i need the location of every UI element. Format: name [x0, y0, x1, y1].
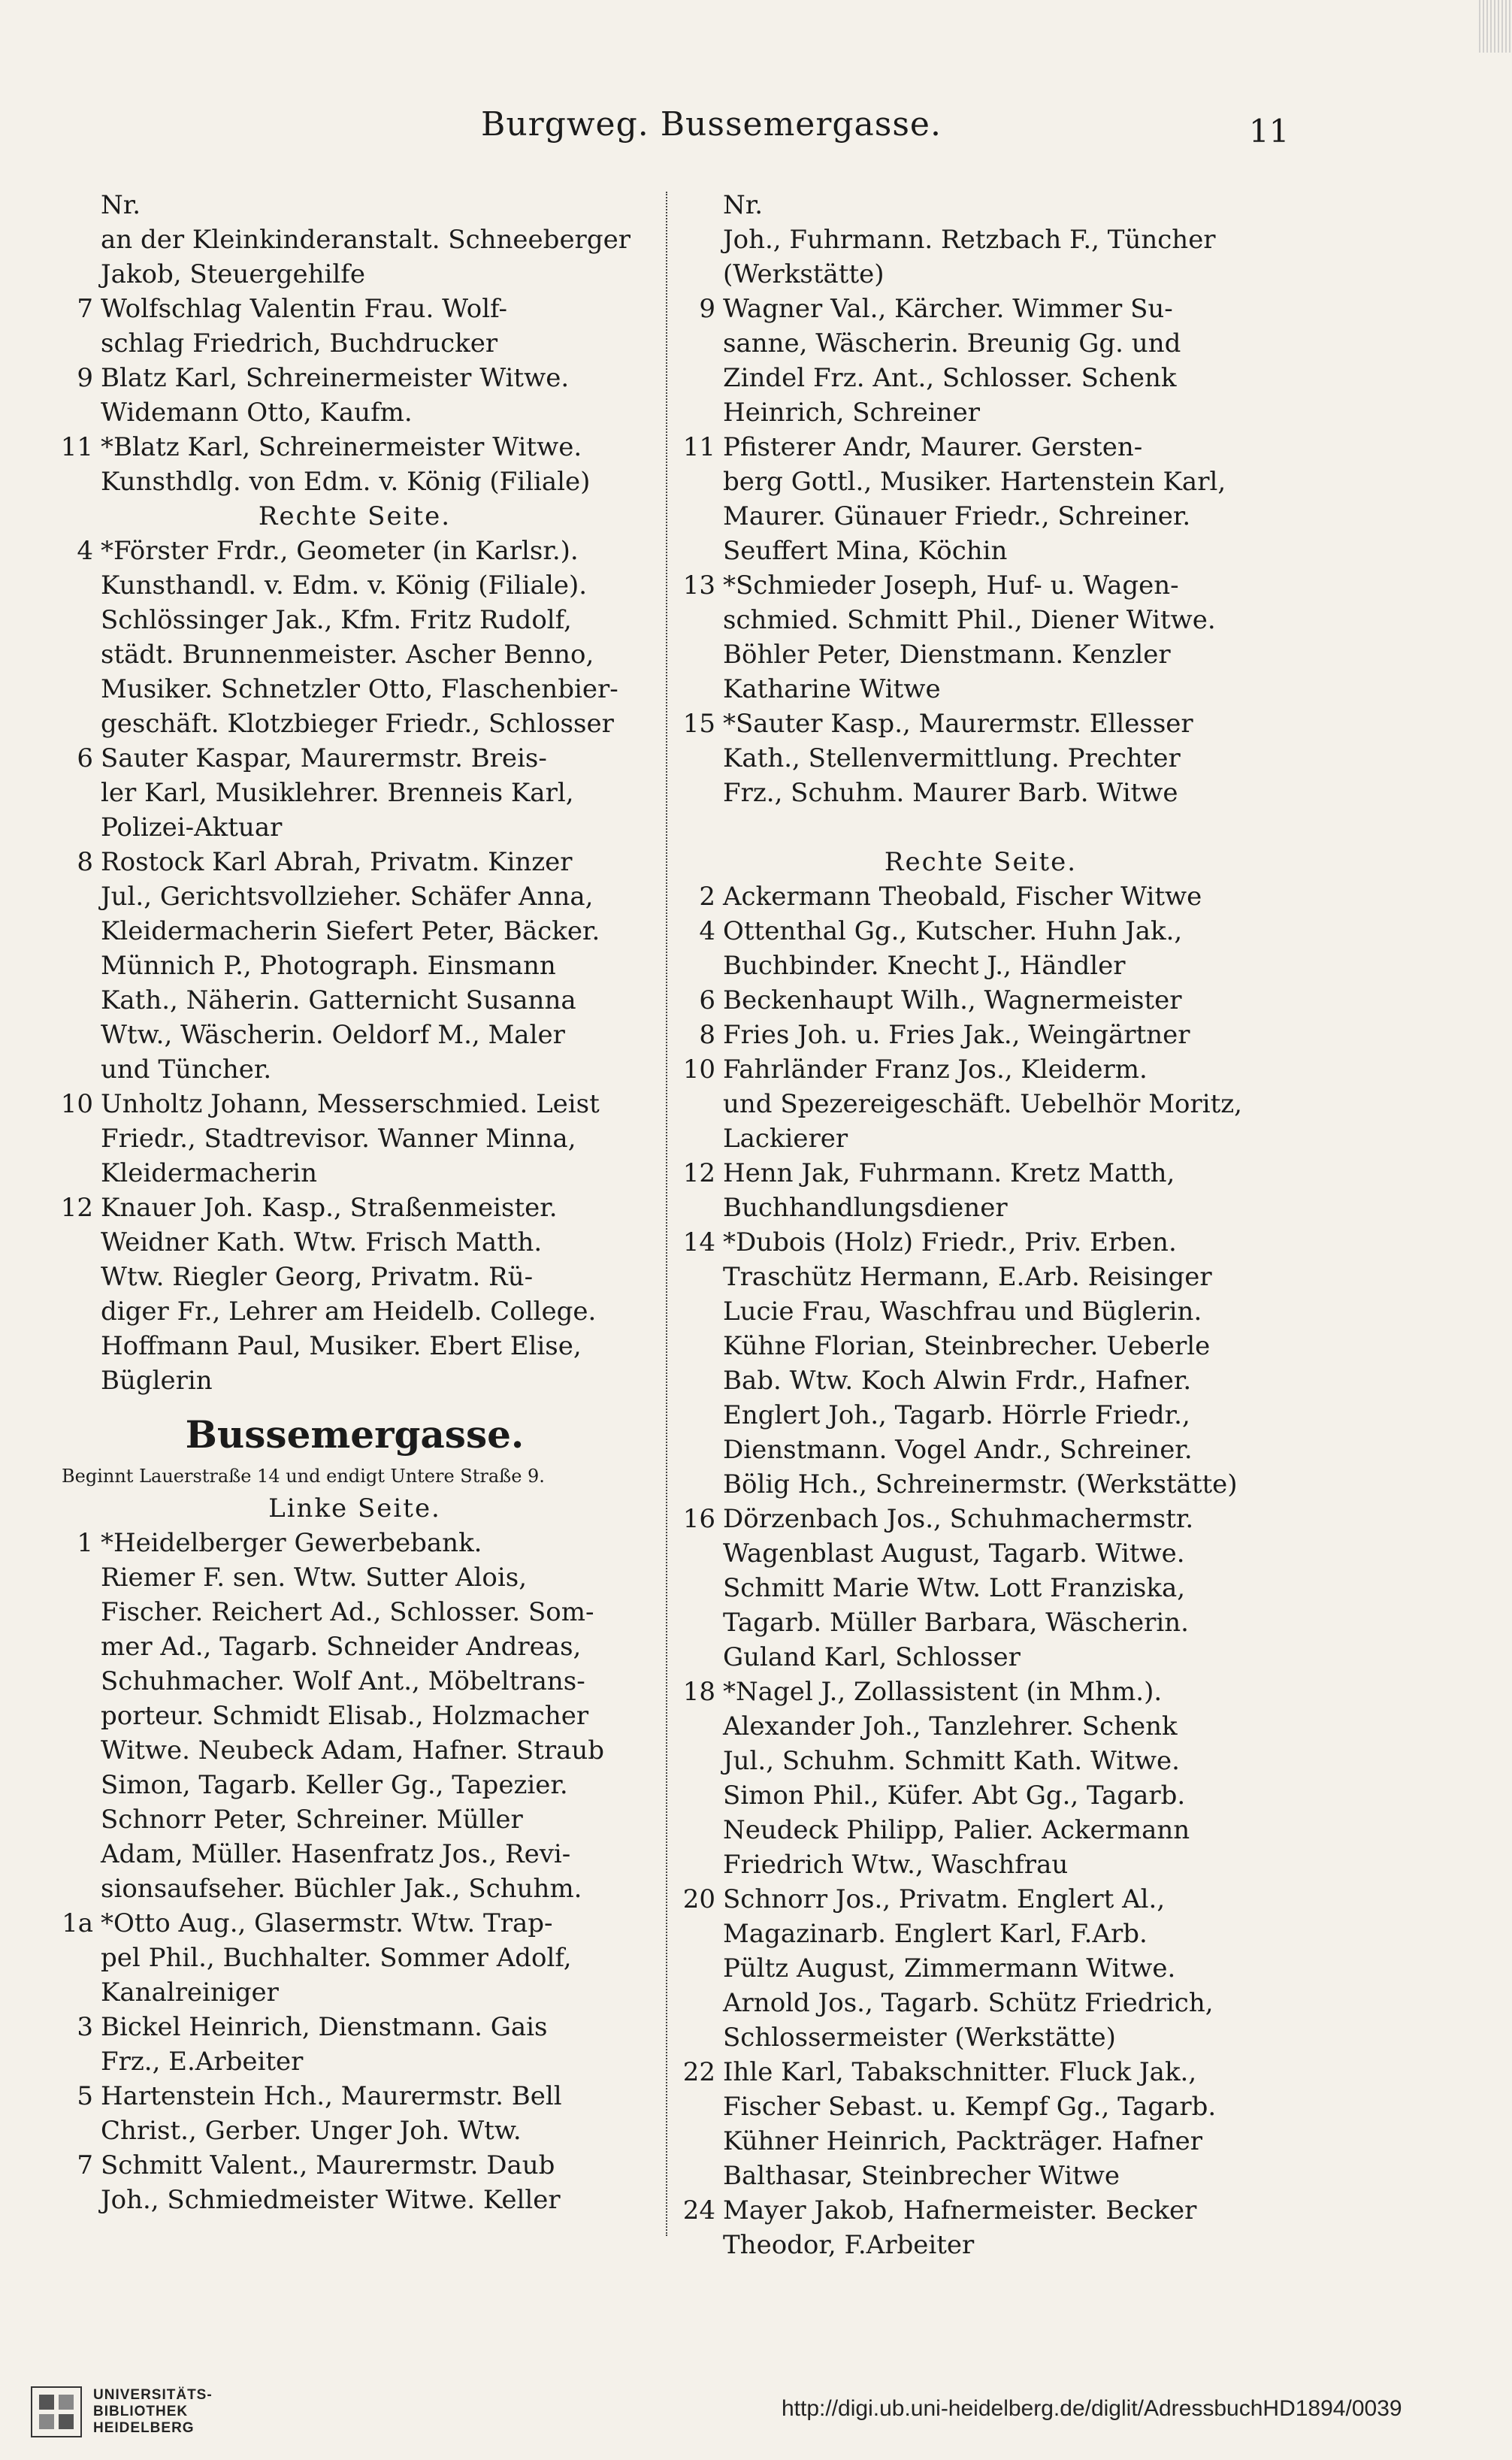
house-number: 12 [682, 1158, 715, 1188]
directory-line [676, 2089, 1285, 2124]
directory-line [676, 1640, 1285, 1675]
directory-line [54, 1664, 655, 1699]
house-number: 22 [682, 2057, 715, 2087]
directory-line [676, 1087, 1285, 1121]
directory-line [676, 1052, 1285, 1087]
directory-line [54, 568, 655, 603]
library-name-line: BIBLIOTHEK [93, 2404, 189, 2419]
entry-text: Riemer F. sen. Wtw. Sutter Alois, [101, 1563, 528, 1593]
directory-line [676, 2228, 1285, 2262]
directory-line [54, 257, 655, 292]
entry-text: und Tüncher. [101, 1055, 272, 1085]
entry-text: Sauter Kaspar, Maurermstr. Breis- [101, 743, 547, 773]
entry-text: Frz., E.Arbeiter [101, 2047, 304, 2077]
entry-text: *Schmieder Joseph, Huf- u. Wagen- [723, 570, 1179, 601]
directory-line [54, 1260, 655, 1294]
entry-text: Adam, Müller. Hasenfratz Jos., Revi- [101, 1839, 571, 1869]
entry-text: Seuffert Mina, Köchin [723, 536, 1008, 566]
directory-line [54, 326, 655, 361]
directory-line [54, 983, 655, 1018]
directory-line [676, 1709, 1285, 1744]
entry-text: (Werkstätte) [723, 259, 885, 289]
house-number: 1a [62, 1908, 93, 1938]
entry-text: Buchhandlungsdiener [723, 1193, 1008, 1223]
entry-text: Pfisterer Andr, Maurer. Gersten- [723, 432, 1143, 462]
directory-line [54, 1225, 655, 1260]
directory-line [676, 1847, 1285, 1882]
entry-text: Mayer Jakob, Hafnermeister. Becker [723, 2195, 1197, 2225]
entry-text: schmied. Schmitt Phil., Diener Witwe. [723, 605, 1216, 635]
entry-text: *Nagel J., Zollassistent (in Mhm.). [723, 1677, 1163, 1707]
house-number: 4 [77, 536, 93, 566]
directory-line [54, 1329, 655, 1363]
directory-line [676, 2193, 1285, 2228]
directory-line [676, 1986, 1285, 2020]
house-number: 14 [682, 1227, 715, 1257]
directory-line [676, 499, 1285, 534]
directory-line [676, 1502, 1285, 1536]
directory-line [54, 1191, 655, 1225]
directory-line [676, 1363, 1285, 1398]
library-logo[interactable] [30, 2383, 213, 2450]
directory-line [676, 1605, 1285, 1640]
entry-text: *Förster Frdr., Geometer (in Karlsr.). [101, 536, 579, 566]
directory-line [54, 1837, 655, 1871]
entry-text: Widemann Otto, Kaufm. [101, 398, 413, 428]
entry-text: Bickel Heinrich, Dienstmann. Gais [101, 2012, 548, 2042]
column-divider [666, 192, 667, 2236]
directory-line [676, 1675, 1285, 1709]
entry-text: Knauer Joh. Kasp., Straßenmeister. [101, 1193, 558, 1223]
entry-text: Jakob, Steuergehilfe [101, 259, 365, 289]
directory-line [676, 672, 1285, 707]
house-number: 10 [682, 1055, 715, 1085]
entry-text: Schmitt Marie Wtw. Lott Franziska, [723, 1573, 1186, 1603]
directory-line [54, 1052, 655, 1087]
directory-line [54, 2148, 655, 2183]
entry-text: Traschütz Hermann, E.Arb. Reisinger [723, 1262, 1212, 1292]
entry-text: Weidner Kath. Wtw. Frisch Matth. [101, 1227, 543, 1257]
directory-line [54, 2183, 655, 2217]
entry-text: Heinrich, Schreiner [723, 398, 980, 428]
directory-line [676, 949, 1285, 983]
entry-text: Kleidermacherin [101, 1158, 318, 1188]
entry-text: Jul., Gerichtsvollzieher. Schäfer Anna, [101, 882, 594, 912]
directory-line [676, 1813, 1285, 1847]
page-number: 11 [1249, 113, 1290, 150]
directory-line [54, 534, 655, 568]
directory-line [676, 1744, 1285, 1778]
house-number: 7 [77, 294, 93, 324]
entry-text: Maurer. Günauer Friedr., Schreiner. [723, 501, 1191, 531]
house-number: 4 [699, 916, 715, 946]
directory-line [676, 2055, 1285, 2089]
directory-line [54, 879, 655, 914]
directory-line [676, 292, 1285, 326]
house-number: 8 [77, 847, 93, 877]
directory-line [54, 845, 655, 879]
entry-text: geschäft. Klotzbieger Friedr., Schlosser [101, 709, 614, 739]
directory-line [676, 1329, 1285, 1363]
directory-line [676, 637, 1285, 672]
directory-line [54, 1121, 655, 1156]
directory-line [54, 361, 655, 395]
directory-line [54, 2044, 655, 2079]
house-number: 20 [682, 1884, 715, 1914]
entry-text: Wtw., Wäscherin. Oeldorf M., Maler [101, 1020, 565, 1050]
entry-text: Fahrländer Franz Jos., Kleiderm. [723, 1055, 1148, 1085]
entry-text: Schmitt Valent., Maurermstr. Daub [101, 2150, 555, 2180]
page-footer [0, 2360, 1512, 2460]
directory-line [676, 395, 1285, 430]
directory-line [54, 2079, 655, 2114]
entry-text: Ackermann Theobald, Fischer Witwe [723, 882, 1202, 912]
directory-line [676, 1018, 1285, 1052]
entry-text: Witwe. Neubeck Adam, Hafner. Straub [101, 1735, 605, 1766]
entry-text: Friedrich Wtw., Waschfrau [723, 1850, 1069, 1880]
entry-text: Fischer Sebast. u. Kempf Gg., Tagarb. [723, 2092, 1217, 2122]
directory-line [676, 914, 1285, 949]
house-number: 12 [60, 1193, 93, 1223]
directory-line [676, 326, 1285, 361]
directory-line [676, 810, 1285, 845]
entry-text: Büglerin [101, 1366, 213, 1396]
directory-line [54, 1363, 655, 1398]
directory-line [54, 1699, 655, 1733]
directory-line [54, 1733, 655, 1768]
entry-text: Guland Karl, Schlosser [723, 1642, 1021, 1672]
entry-text: Fries Joh. u. Fries Jak., Weingärtner [723, 1020, 1190, 1050]
entry-text: Wolfschlag Valentin Frau. Wolf- [101, 294, 507, 324]
directory-line [54, 810, 655, 845]
entry-text: Alexander Joh., Tanzlehrer. Schenk [723, 1711, 1178, 1741]
library-name-line: HEIDELBERG [93, 2420, 195, 2436]
house-number: 1 [77, 1528, 93, 1558]
entry-text: Theodor, F.Arbeiter [723, 2230, 975, 2260]
library-name [93, 2387, 213, 2437]
right-column [676, 188, 1285, 2262]
directory-line [676, 534, 1285, 568]
entry-text: Nr. [101, 190, 141, 220]
entry-text: Henn Jak, Fuhrmann. Kretz Matth, [723, 1158, 1175, 1188]
entry-text: Pültz August, Zimmermann Witwe. [723, 1953, 1176, 1983]
directory-line [54, 188, 655, 222]
entry-text: Schlössinger Jak., Kfm. Fritz Rudolf, [101, 605, 572, 635]
directory-line [676, 1882, 1285, 1917]
library-name-line: UNIVERSITÄTS- [93, 2387, 213, 2403]
entry-text: Balthasar, Steinbrecher Witwe [723, 2161, 1120, 2191]
page-header [0, 105, 1512, 165]
directory-line [54, 1526, 655, 1560]
directory-line [54, 222, 655, 257]
street-note: Beginnt Lauerstraße 14 und endigt Untere Straße 9. [62, 1466, 545, 1487]
entry-text: Blatz Karl, Schreinermeister Witwe. [101, 363, 570, 393]
entry-text: Friedr., Stadtrevisor. Wanner Minna, [101, 1124, 576, 1154]
entry-text: Hartenstein Hch., Maurermstr. Bell [101, 2081, 562, 2111]
house-number: 6 [77, 743, 93, 773]
entry-text: Bab. Wtw. Koch Alwin Frdr., Hafner. [723, 1366, 1192, 1396]
directory-line [676, 603, 1285, 637]
house-number: 9 [77, 363, 93, 393]
entry-text: Kühner Heinrich, Packträger. Hafner [723, 2126, 1202, 2156]
entry-text: Frz., Schuhm. Maurer Barb. Witwe [723, 778, 1178, 808]
directory-line [676, 1467, 1285, 1502]
source-url[interactable]: http://digi.ub.uni-heidelberg.de/diglit/AdressbuchHD1894/0039 [782, 2396, 1402, 2421]
entry-text: Buchbinder. Knecht J., Händler [723, 951, 1126, 981]
directory-line [676, 1398, 1285, 1433]
entry-text: Fischer. Reichert Ad., Schlosser. Som- [101, 1597, 594, 1627]
side-heading: Rechte Seite. [258, 501, 452, 531]
entry-text: Magazinarb. Englert Karl, F.Arb. [723, 1919, 1148, 1949]
directory-line [54, 1294, 655, 1329]
entry-text: Arnold Jos., Tagarb. Schütz Friedrich, [723, 1988, 1214, 2018]
directory-line [676, 2124, 1285, 2159]
directory-line [676, 741, 1285, 776]
directory-line [676, 983, 1285, 1018]
entry-text: an der Kleinkinderanstalt. Schneeberger [101, 225, 631, 255]
entry-text: Wtw. Riegler Georg, Privatm. Rü- [101, 1262, 534, 1292]
entry-text: Ihle Karl, Tabakschnitter. Fluck Jak., [723, 2057, 1197, 2087]
directory-line [676, 1951, 1285, 1986]
entry-text: Jul., Schuhm. Schmitt Kath. Witwe. [723, 1746, 1180, 1776]
directory-line [676, 1778, 1285, 1813]
house-number: 6 [699, 985, 715, 1015]
entry-text: Kunsthandl. v. Edm. v. König (Filiale). [101, 570, 588, 601]
directory-line [676, 430, 1285, 464]
street-heading: Bussemergasse. [185, 1412, 525, 1457]
directory-line [54, 672, 655, 707]
directory-line [676, 1536, 1285, 1571]
directory-line [676, 1433, 1285, 1467]
entry-text: Lucie Frau, Waschfrau und Büglerin. [723, 1297, 1202, 1327]
house-number: 5 [77, 2081, 93, 2111]
directory-line [54, 603, 655, 637]
entry-text: Polizei-Aktuar [101, 812, 283, 843]
entry-text: Schnorr Jos., Privatm. Englert Al., [723, 1884, 1166, 1914]
entry-text: Zindel Frz. Ant., Schlosser. Schenk [723, 363, 1177, 393]
entry-text: Simon Phil., Küfer. Abt Gg., Tagarb. [723, 1781, 1186, 1811]
entry-text: Kleidermacherin Siefert Peter, Bäcker. [101, 916, 600, 946]
directory-line [676, 222, 1285, 257]
entry-text: Kath., Näherin. Gatternicht Susanna [101, 985, 576, 1015]
house-number: 2 [699, 882, 715, 912]
entry-text: Hoffmann Paul, Musiker. Ebert Elise, [101, 1331, 582, 1361]
directory-line [54, 1018, 655, 1052]
entry-text: *Sauter Kasp., Maurermstr. Ellesser [723, 709, 1193, 739]
running-title: Burgweg. Bussemergasse. [481, 105, 942, 144]
house-number: 10 [60, 1089, 93, 1119]
directory-line [676, 1191, 1285, 1225]
house-number: 13 [682, 570, 715, 601]
entry-text: Schnorr Peter, Schreiner. Müller [101, 1805, 523, 1835]
directory-line [54, 395, 655, 430]
entry-text: Schuhmacher. Wolf Ant., Möbeltrans- [101, 1666, 585, 1696]
directory-line [676, 1225, 1285, 1260]
side-heading: Rechte Seite. [884, 847, 1078, 877]
directory-line [676, 707, 1285, 741]
house-number: 16 [682, 1504, 715, 1534]
entry-text: Katharine Witwe [723, 674, 941, 704]
directory-line [676, 1917, 1285, 1951]
house-number: 3 [77, 2012, 93, 2042]
directory-line [54, 1560, 655, 1595]
directory-line [676, 2159, 1285, 2193]
entry-text: Simon, Tagarb. Keller Gg., Tapezier. [101, 1770, 568, 1800]
directory-line [54, 776, 655, 810]
directory-line [54, 637, 655, 672]
directory-line [676, 1260, 1285, 1294]
house-number: 9 [699, 294, 715, 324]
entry-text: Rostock Karl Abrah, Privatm. Kinzer [101, 847, 573, 877]
entry-text: porteur. Schmidt Elisab., Holzmacher [101, 1701, 589, 1731]
house-number: 7 [77, 2150, 93, 2180]
directory-line [676, 879, 1285, 914]
directory-line [54, 1906, 655, 1941]
entry-text: Kunsthdlg. von Edm. v. König (Filiale) [101, 467, 591, 497]
entry-text: mer Ad., Tagarb. Schneider Andreas, [101, 1632, 582, 1662]
entry-text: Wagner Val., Kärcher. Wimmer Su- [723, 294, 1173, 324]
entry-text: Münnich P., Photograph. Einsmann [101, 951, 556, 981]
directory-line [676, 1571, 1285, 1605]
entry-text: sionsaufseher. Büchler Jak., Schuhm. [101, 1874, 582, 1904]
entry-text: Schlossermeister (Werkstätte) [723, 2023, 1116, 2053]
entry-text: Kath., Stellenvermittlung. Prechter [723, 743, 1181, 773]
entry-text: Dienstmann. Vogel Andr., Schreiner. [723, 1435, 1193, 1465]
directory-line [54, 464, 655, 499]
entry-text: Kühne Florian, Steinbrecher. Ueberle [723, 1331, 1211, 1361]
scan-edge-mark [1479, 0, 1512, 53]
directory-line [54, 1156, 655, 1191]
entry-text: Tagarb. Müller Barbara, Wäscherin. [723, 1608, 1189, 1638]
entry-text: Dörzenbach Jos., Schuhmachermstr. [723, 1504, 1194, 1534]
entry-text: pel Phil., Buchhalter. Sommer Adolf, [101, 1943, 572, 1973]
directory-line [54, 1975, 655, 2010]
entry-text: und Spezereigeschäft. Uebelhör Moritz, [723, 1089, 1242, 1119]
entry-text: Böhler Peter, Dienstmann. Kenzler [723, 640, 1171, 670]
house-number: 11 [682, 432, 715, 462]
directory-line [54, 1768, 655, 1802]
entry-text: berg Gottl., Musiker. Hartenstein Karl, [723, 467, 1226, 497]
house-number: 18 [682, 1677, 715, 1707]
entry-text: Bölig Hch., Schreinermstr. (Werkstätte) [723, 1469, 1238, 1499]
directory-line [676, 1121, 1285, 1156]
entry-text: Lackierer [723, 1124, 848, 1154]
entry-text: Musiker. Schnetzler Otto, Flaschenbier- [101, 674, 618, 704]
entry-text: Unholtz Johann, Messerschmied. Leist [101, 1089, 600, 1119]
house-number: 15 [682, 709, 715, 739]
directory-line [54, 741, 655, 776]
library-seal-icon [30, 2386, 83, 2438]
directory-line [54, 1087, 655, 1121]
directory-line [676, 776, 1285, 810]
directory-line [54, 430, 655, 464]
directory-line [676, 361, 1285, 395]
directory-line [54, 707, 655, 741]
directory-line [54, 1595, 655, 1629]
entry-text: Kanalreiniger [101, 1977, 279, 2008]
entry-text: Nr. [723, 190, 764, 220]
entry-text: sanne, Wäscherin. Breunig Gg. und [723, 328, 1181, 359]
directory-line [54, 1802, 655, 1837]
directory-line [54, 2114, 655, 2148]
directory-line [54, 292, 655, 326]
house-number: 11 [60, 432, 93, 462]
directory-line [54, 949, 655, 983]
entry-text: Joh., Fuhrmann. Retzbach F., Tüncher [723, 225, 1216, 255]
entry-text: Joh., Schmiedmeister Witwe. Keller [101, 2185, 561, 2215]
entry-text: Wagenblast August, Tagarb. Witwe. [723, 1539, 1185, 1569]
directory-line [676, 464, 1285, 499]
entry-text: städt. Brunnenmeister. Ascher Benno, [101, 640, 594, 670]
left-column [54, 188, 655, 2217]
directory-line [54, 2010, 655, 2044]
directory-line [676, 568, 1285, 603]
directory-line [54, 1871, 655, 1906]
entry-text: *Blatz Karl, Schreinermeister Witwe. [101, 432, 582, 462]
directory-line [676, 188, 1285, 222]
entry-text: diger Fr., Lehrer am Heidelb. College. [101, 1297, 597, 1327]
side-heading: Linke Seite. [268, 1493, 441, 1524]
directory-line [676, 257, 1285, 292]
entry-text: Christ., Gerber. Unger Joh. Wtw. [101, 2116, 522, 2146]
directory-line [54, 1941, 655, 1975]
entry-text: schlag Friedrich, Buchdrucker [101, 328, 498, 359]
directory-line [54, 914, 655, 949]
directory-line [54, 1629, 655, 1664]
directory-line [676, 1294, 1285, 1329]
entry-text: *Dubois (Holz) Friedr., Priv. Erben. [723, 1227, 1177, 1257]
entry-text: Neudeck Philipp, Palier. Ackermann [723, 1815, 1190, 1845]
entry-text: ler Karl, Musiklehrer. Brenneis Karl, [101, 778, 574, 808]
entry-text: *Otto Aug., Glasermstr. Wtw. Trap- [101, 1908, 553, 1938]
entry-text: *Heidelberger Gewerbebank. [101, 1528, 482, 1558]
house-number: 24 [682, 2195, 715, 2225]
entry-text: Englert Joh., Tagarb. Hörrle Friedr., [723, 1400, 1190, 1430]
directory-line [676, 2020, 1285, 2055]
entry-text: Ottenthal Gg., Kutscher. Huhn Jak., [723, 916, 1183, 946]
entry-text: Beckenhaupt Wilh., Wagnermeister [723, 985, 1182, 1015]
house-number: 8 [699, 1020, 715, 1050]
directory-line [676, 1156, 1285, 1191]
